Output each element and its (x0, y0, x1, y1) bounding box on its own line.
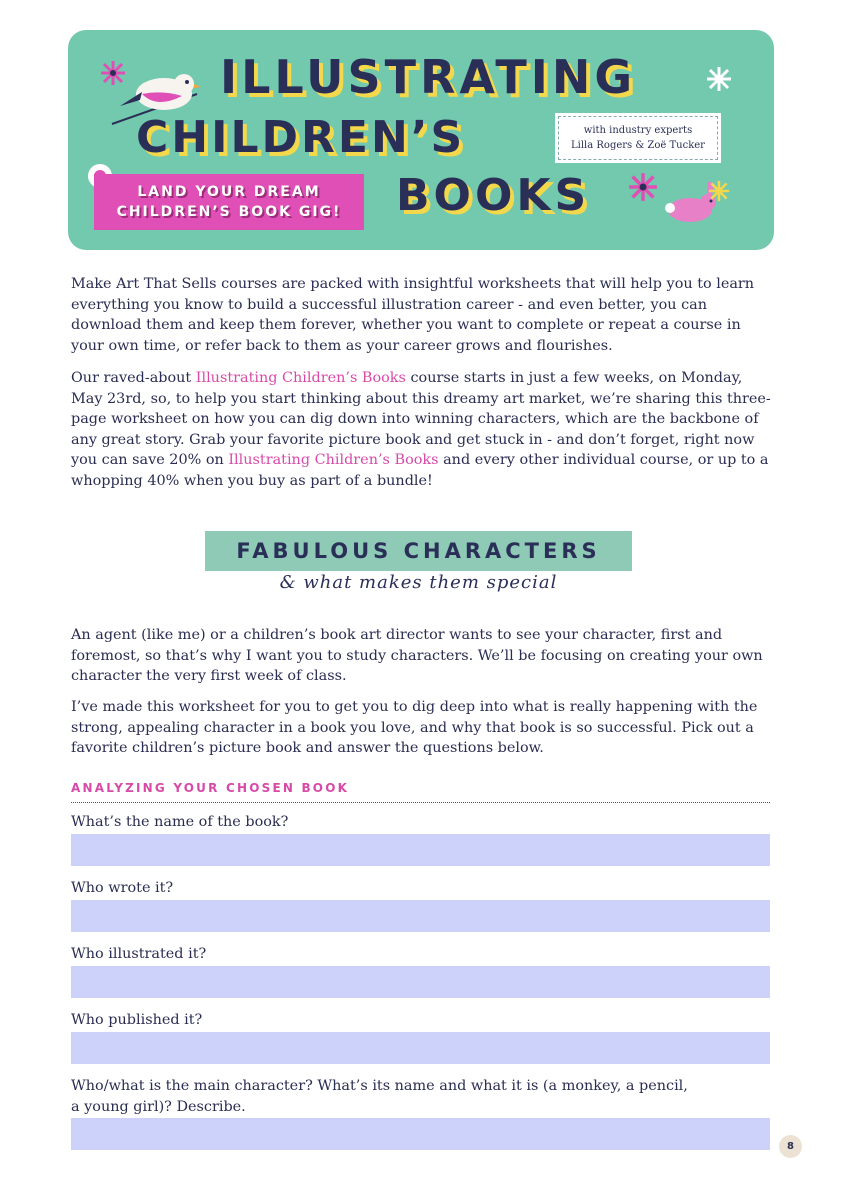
dotted-divider (71, 802, 770, 803)
experts-line2: Lilla Rogers & Zoë Tucker (571, 140, 705, 151)
intro-text-a: Our raved-about (71, 370, 196, 386)
author-field[interactable] (71, 900, 770, 932)
sparkle-icon (708, 180, 730, 202)
publisher-field[interactable] (71, 1032, 770, 1064)
worksheet-heading: ANALYZING YOUR CHOSEN BOOK (71, 781, 350, 795)
tagline-line2: CHILDREN’S BOOK GIG! (116, 204, 342, 220)
intro-text-b: course starts in just a few weeks, on Monday, May 23rd, so, to help you start thinking about this dreamy art market, we’re sharing this three-page worksheet on how you can dig down into winning characters, which are the backbone of any great story. Grab your favorite picture book and get stuck in - and don’t forget, right now you can save 20% on (71, 370, 771, 468)
intro-paragraph-2 (71, 368, 771, 491)
question-label: Who published it? (71, 1012, 203, 1028)
tagline-line1: LAND YOUR DREAM (137, 184, 321, 200)
course-banner (72, 34, 770, 246)
question-label: Who wrote it? (71, 880, 174, 896)
banner-title-line2: CHILDREN’S (136, 112, 466, 163)
banner-title-line3: BOOKS (396, 170, 591, 221)
main-character-field[interactable] (71, 1118, 770, 1150)
body-paragraph-2: I’ve made this worksheet for you to get you to dig deep into what is really happening with the strong, appealing character in a book you love, and why that book is so successful. Pick out a favorite children’s picture book and answer the questions below. (71, 699, 758, 756)
banner-title-line1: ILLUSTRATING (220, 50, 637, 104)
course-link[interactable]: Illustrating Children’s Books (195, 370, 406, 386)
course-link[interactable]: Illustrating Children’s Books (228, 452, 439, 468)
question-label: What’s the name of the book? (71, 814, 289, 830)
flower-icon (100, 60, 126, 86)
sparkle-icon (706, 66, 732, 92)
book-name-field[interactable] (71, 834, 770, 866)
section-subtitle: & what makes them special (279, 572, 558, 593)
illustrator-field[interactable] (71, 966, 770, 998)
question-label: Who illustrated it? (71, 946, 207, 962)
intro-paragraph-1: Make Art That Sells courses are packed with insightful worksheets that will help you to learn everything you know to build a successful illustration career - and even better, you can download them and keep them forever, whether you want to complete or repeat a course in your own time, or refer back to them as your career grows and flourishes. (71, 276, 755, 354)
experts-line1: with industry experts (583, 125, 693, 136)
flower-icon (628, 172, 658, 202)
section-title: FABULOUS CHARACTERS (205, 531, 632, 571)
intro-text-c: and every other individual course, or up to a whopping 40% when you buy as part of a bundle! (71, 452, 769, 489)
tagline-box (94, 174, 364, 230)
question-label: Who/what is the main character? What’s its name and what it is (a monkey, a pencil, a young girl)? Describe. (71, 1078, 688, 1115)
experts-label (558, 116, 718, 160)
body-paragraph-1: An agent (like me) or a children’s book art director wants to see your character, first and foremost, so that’s why I want you to study characters. We’ll be focusing on creating your own character the very first week of class. (71, 627, 763, 684)
page-number: 8 (779, 1135, 802, 1158)
